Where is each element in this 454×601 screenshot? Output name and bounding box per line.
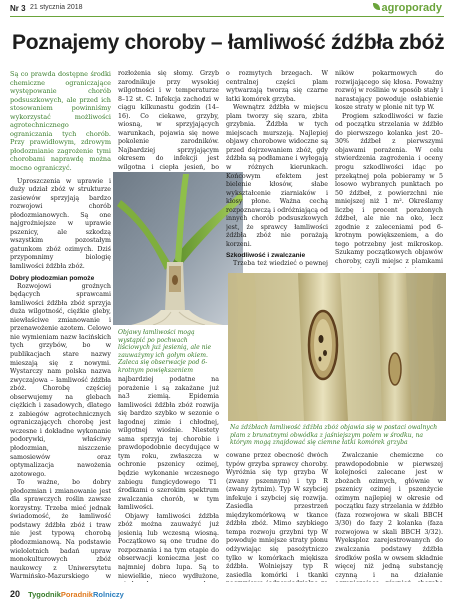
stem-illustration (228, 273, 446, 421)
publication-name-part: Rolniczy (92, 590, 124, 599)
paragraph: Progiem szkodliwości w fazie od początku strzelania w źdźbło do pierwszego kolanka jest 20–30% źdźbeł z pierwszymi objawami porażenia. W celu stwierdzenia zagrożenia i oceny progu szkodliwości idąc po przekątnej pola pobieramy w 5 losowo wybranych punktach po 50 źdźbeł, z powierzchni nie mniejszej niż 1 m². Określamy liczbę i procent porażonych źdźbeł, ale nie na oko, lecz zgodnie z zaleceniami pod 6-krotnym powiększeniem, a do tego potrzebny jest mikroskop. Szukamy początkowych objawów choroby, czyli miejsc z plamkami (335, 112, 443, 266)
column-1 (10, 70, 111, 582)
page-number: 20 (10, 589, 21, 599)
paragraph: najbardziej podatne na porażenie i są zakażane już na3 ziemią. Epidemia łamliwości źdźbła zbóż rozwija się bardzo szybko w sezonie o łagodnej zimie i chłodnej, wilgotnej wiośnie. Niestety sama sprzyja tej chorobie i prawdopodobnie decydujące w tym roku, zwłaszcza w ochronie pszenicy ozimej, będzie wykonanie wczesnego zabiegu fungicydowego T1 ​​środkami o szerokim spektrum zwalczania chorób, w tym łamliwości. (118, 376, 219, 512)
paragraph: cowane przez obecność dwóch typów grzyba sprawcy choroby. Wyróżnia się typ grzyba W (zwany pszennym) i typ R (zwany żytnim). Typ W szybciej infekuje i szybciej się rozwija. Zasiedla przestrzeń międzykomórkową w tkance źdźbła zbóż. Mimo szybkiego tempa rozwoju grzybni typ W powoduje mniejsze straty plonu odżywiając się pasożytniczo tylko w komórkach miękisza źdźbła. Wolniejszy typ R zasiedla komórki i tkanki (226, 452, 328, 579)
paragraph: Uproszczenia w uprawie i duży udział zbóż w strukturze zasiewów sprzyjają bardzo rozwojowi chorób płodozmianowych. Są one najgroźniejsze w uprawie pszenicy, ale szkodzą wszystkim pozostałym gatunkom zbóż ozimych. Dziś przypomnimy biologię łamliwości źdźbła zbóż. (10, 177, 111, 271)
section-heading-dobry-plodozmian: Dobry płodozmian pomoże (10, 274, 95, 282)
publication-name-part: Poradnik (60, 590, 93, 599)
paragraph: o rozmytych brzegach. W centralnej części plam wytwarzają tworzą się czarne łatki komórek grzyba. (226, 70, 328, 103)
article-lead: Są co prawda dostępne środki chemiczne ograniczające występowanie chorób podsuszkowych, ale przed ich stosowaniem powinniśmy wykorzystać możliwości agrotechnicznego ograniczania tych chorób. Przy prawidłowym, zdrowym płodozmianie zagrożenie tymi chorobami naprawdę można mocno ograniczyć. (10, 70, 111, 173)
page-footer (10, 582, 450, 599)
sprout-illustration (113, 172, 243, 325)
photo-caption-right: Na źdźbłach łamliwość źdźbła zbóż objawia się w postaci owalnych plam z brunatnymi obwódka z jaśniejszym polem w środku, na którym mogą znajdować się ciemne łatki komórek grzyba (230, 424, 438, 447)
stem-lesion-photo (228, 273, 446, 421)
column-4-bottom (335, 452, 443, 582)
publication-name (28, 590, 124, 599)
brand-logo (373, 2, 442, 14)
paragraph: To ważne, bo dobry płodozmian i zmianowanie jest dla sprawczych roślin zawsze korzystny. Trzeba mieć jednak świadomość, że łamliwość podstawy źdźbła zbóż i traw nie jest typową chorobą płodozmianową. Na podstawie wieloletnich badań upraw monokulturowych zbóż naukowcy z Uniwersytetu Warmińsko-Mazurskiego w (10, 479, 111, 581)
paragraph: Trzeba też wiedzieć o pewnej (233, 260, 328, 268)
paragraph: rozłożenia się słomy. Grzyb zarodnikuje przy wysokiej wilgotności i w temperaturze 8–12 st. C. Infekcja zachodzi w ciągu kilkunastu godzin (14–16). Co ciekawe, grzyby, wiosną, w sprzyjających warunkach, pojawia się nowe pokolenie zarodników. Najbardziej sprzyjającym okresem do infekcji jest wilgotna i ciepła jesień, bo (118, 70, 219, 172)
brand-name: agroporady (381, 2, 442, 14)
article-title: Poznajemy choroby – łamliwość źdźbła zbóż (12, 31, 445, 54)
paragraph: ników pokarmowych do rozwijającego się kłosa. Poważny rozwój w roślinie w sposób stały i narastający powoduje osłabienie kosze straty w plonie nit typ W. (335, 70, 443, 112)
paragraph: Rozwojowi groźnych będących sprawcami łamliwości źdźbła zbóż sprzyja duża wilgotność, ciężkie gleby, niewłaściwe zmianowanie i przenawożenie azotem. Celowo nie wymieniam nazw łacińskich tych grzybów, bo w publikacjach stare nazwy mieszają się z nowymi. Wystarczy nam polska nazwa zwyczajowa – łamliwość źdźbła zbóż. Chorobę częściej obserwujemy na glebach ciężkich i zasadowych, dlatego z zabiegów agrotechnicznych ograniczających chorobę jest wczesne i dokładne wykonanie podorywki, właściwy płodozmian, niszczenie samosiewów oraz optymalizacja nawożenia azotowego. (10, 282, 111, 478)
column-3-bottom (226, 452, 328, 582)
column-3 (226, 70, 328, 268)
paragraph: Wewnątrz źdźbła w miejscu plam tworzy się szara, zbita grzybnia. Źdźbła w tych miejscach murszeją. Najlepiej objawy chorobowe widoczne są przed dojrzewaniem zbóż, gdy źdźbła są podłamane i wyłegają w różnych kierunkach. Końcowym efektem jest bielenie kłosów, słabe wykształcenie ziarniaków i kłosy płone. Ważna cechą rozpoznawczą i odróżniającą od innych chorób podsuszkowych jest, że sprawcy łamliwości źdźbła zbóż nie porażają korzeni. (226, 104, 328, 248)
sprout-photo (113, 172, 243, 325)
publication-name-part: Tygodnik (28, 590, 61, 599)
column-4 (335, 70, 443, 268)
leaf-icon (373, 3, 380, 10)
column-2-top (118, 70, 219, 172)
paragraph: Zwalczanie chemiczne co prawdopodobnie w pierwszej kolejności zalecane jest w zbożach ozimych, głównie w pszenicy ozimej i pszenżycie ozimym najlepiej w okresie od początku fazy strzelania w źdźbło (faza rozwojowa w skali BBCH 3/30) do fazy 2 kolanka (faza rozwojowa w skali BBCH 3/32). Wyeksploz zarejestrowanych do zwalczania podstawy źdźbła środków pośla w owsem składnie więcej niż jedną substancję czynną i na działanie (335, 452, 443, 579)
issue-date: 21 stycznia 2018 (30, 4, 83, 11)
photo-caption-left: Objawy łamliwości mogą wystąpić po pochwach liściowych już jesienią, ale nie zauważymy ich gołym okiem. Zaleca się obserwacje pod 6-krotnym powiększeniem (118, 329, 212, 374)
issue-number: Nr 3 (10, 4, 26, 13)
section-heading-szkodliwosc: Szkodliwość i zwalczanie (226, 252, 306, 260)
column-2-bottom (118, 376, 219, 582)
paragraph: Objawy łamliwości źdźbła zbóż można zauważyć już jesienią lub wczesną wiosną. Początkowo są one trudne do rozpoznania i na tym etapie do obserwacji konieczna jest co najmniej dobra lupa. Są to niewielkie, nieco wydłużone, (118, 512, 219, 580)
header-divider (10, 16, 444, 17)
